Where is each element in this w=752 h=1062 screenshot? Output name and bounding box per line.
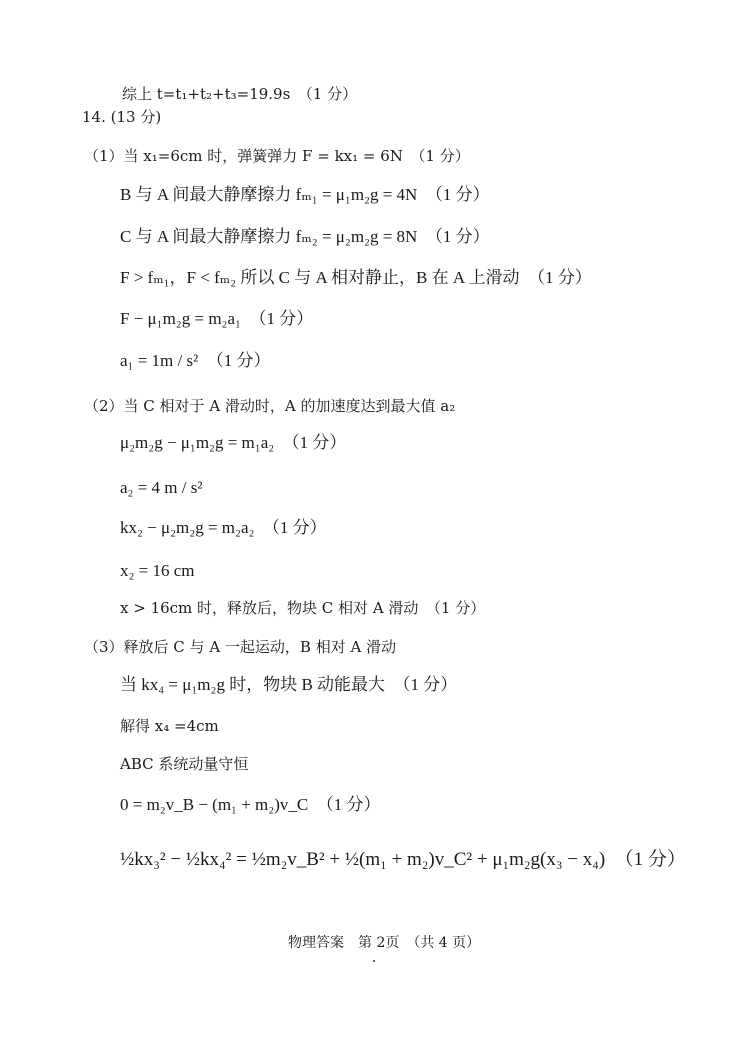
acceleration-a1: a₁ = 1m / s² （1 分） [120,351,271,370]
b-a-max-static-friction: B 与 A 间最大静摩擦力 fₘ₁ = μ₁m₂g = 4N （1 分） [120,185,490,204]
equation-a2: μ₂m₂g − μ₁m₂g = m₁a₂ （1 分） [120,433,347,452]
result-x2: x₂ = 16 cm [120,561,195,580]
part-2-heading: （2）当 C 相对于 A 滑动时，A 的加速度达到最大值 a₂ [84,397,456,415]
question-14-heading: 14. (13 分) [82,108,162,126]
max-kinetic-energy-condition: 当 kx₄ = μ₁m₂g 时，物块 B 动能最大 （1 分） [120,675,458,694]
summary-total-time: 综上 t=t₁+t₂+t₃=19.9s （1 分） [122,85,358,103]
part-1-spring-force: （1）当 x₁=6cm 时，弹簧弹力 F = kx₁ = 6N （1 分） [84,147,470,165]
acceleration-a2: a₂ = 4 m / s² [120,478,203,497]
energy-equation: ½kx₃² − ½kx₄² = ½m₂v_B² + ½(m₁ + m₂)v_C² + μ₁m₂g(x₃ − x₄) （1 分） [120,849,686,870]
part-3-heading: （3）释放后 C 与 A 一起运动，B 相对 A 滑动 [84,638,397,656]
c-a-max-static-friction: C 与 A 间最大静摩擦力 fₘ₂ = μ₂m₂g = 8N （1 分） [120,227,490,246]
momentum-conservation-label: ABC 系统动量守恒 [120,755,249,773]
footer-dot [373,960,375,962]
solve-x4: 解得 x₄ =4cm [120,717,219,735]
equation-x2: kx₂ − μ₂m₂g = m₂a₂ （1 分） [120,518,327,537]
condition-x-greater-16: x > 16cm 时，释放后，物块 C 相对 A 滑动 （1 分） [120,599,486,617]
momentum-equation: 0 = m₂v_B − (m₁ + m₂)v_C （1 分） [120,795,381,814]
newton-second-law-b: F − μ₁m₂g = m₂a₁ （1 分） [120,309,314,328]
force-comparison: F > fₘ₁，F < fₘ₂ 所以 C 与 A 相对静止，B 在 A 上滑动 （1 分） [120,268,592,287]
page-footer: 物理答案 第 2页 （共 4 页） [288,935,481,951]
